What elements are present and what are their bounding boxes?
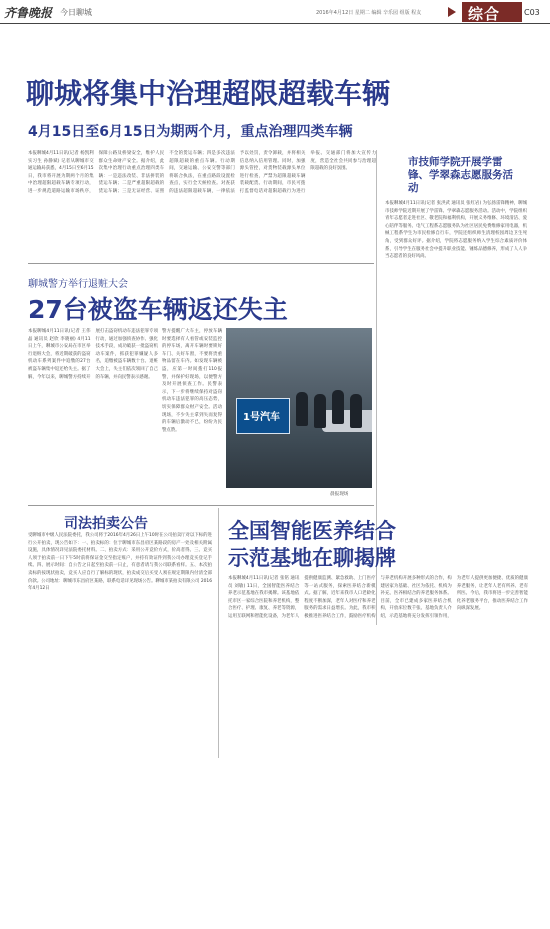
section-name: 综合 (468, 5, 501, 23)
recovery-headline: 27台被盗车辆返还失主 (28, 295, 288, 324)
health-headline-line1: 全国智能医养结合 (228, 519, 396, 543)
recovery-kicker: 聊城警方举行退赃大会 (28, 279, 128, 290)
column-divider (218, 508, 219, 758)
lead-body: 本报聊城4月11日讯(记者 杨凯利 实习生 孙静斌) 记者从聊城市交通运输局获悉，4月15日至6月15日，我市将开展为期两个月的集中治理超限超载车辆专项行动，进一步规范道路运输市场秩序，保障公路及桥梁安全，维护人民群众生命财产安全。据介绍，此次集中治理行动重点治理四类车辆：一是违法改装、非法拼装的货运车辆；二是严重超限超载的货运车辆；三是无证经营、证照不全的货运车辆；四是多次违法超限超载的重点车辆。行动期间，交通运输、公安交警等部门将联合执法，在重点路段设置检查点，实行全天候检查。对查获的违法超限超载车辆，一律依法予以处罚，责令卸载，并将相关信息纳入信用管理。同时，加强源头管控，对货物装载源头单位进行检查，严禁为超限超载车辆装载配货。行动期间，市民可拨打监督电话对超限超载行为进行举报。交通部门将加大宣传力度，营造全社会共同参与治理超限超载的良好氛围。 (28, 151, 376, 194)
photo-person (314, 394, 326, 428)
photo-banner: 1号汽车 (236, 398, 290, 434)
page-label: 今日聊城 (60, 8, 92, 17)
lead-subhead: 4月15日至6月15日为期两个月，重点治理四类车辆 (28, 124, 353, 140)
college-headline: 市技师学院开展学雷锋、学翠森志愿服务活动 (408, 156, 513, 194)
lead-headline: 聊城将集中治理超限超载车辆 (26, 77, 391, 110)
page-code: C03 (524, 8, 540, 17)
photo-caption: 晨报现场 (330, 492, 349, 497)
page-header (0, 0, 550, 24)
photo-person (332, 390, 344, 424)
recovery-body-right: 警方提醒广大车主，停放车辆时要选择有人看管或安装监控的停车场，离开车辆时要锁好车门、关好车窗，不要将贵重物品留在车内。如发现车辆被盗，应第一时间拨打110报警，并保护好现场，以便警方及时开展侦查工作。民警表示，下一步将继续保持对盗窃机动车违法犯罪的高压态势，切实保障群众财产安全。活动现场，不少失主拿到失而复得的车辆后激动不已，纷纷为民警点赞。 (162, 329, 222, 433)
header-divider (0, 23, 550, 24)
section-divider (28, 263, 374, 264)
notice-body: 受聊城市中级人民法院委托，我公司将于2016年4月26日上午10时在公司拍卖厅对以下标的进行公开拍卖，现公告如下：一、拍卖标的：位于聊城市东昌府区某路段的房产一处及相关附属设施，具体情况详见法院委托材料。二、拍卖方式：采用公开竞价方式，价高者得。三、竞买人须于拍卖前一日下午5时前将保证金交至指定账户，并持有效证件到我公司办理竞买登记手续。四、展示时间：自公告之日起至拍卖前一日止，有意者请与我公司联系看样。五、本次拍卖标的按现状拍卖，竞买人应自行了解标的现状，拍卖成交后买受人须在规定期限内付清全部价款。公司地址：聊城市东昌府区某路，联系电话详见现场公告。聊城市某拍卖有限公司 2016年4月12日 (28, 533, 212, 592)
health-headline-line2: 示范基地在聊揭牌 (228, 546, 396, 570)
section-arrow-icon (448, 7, 456, 17)
photo-person (296, 392, 308, 426)
recovery-photo (226, 328, 372, 488)
notice-headline: 司法拍卖公告 (64, 516, 148, 532)
newspaper-name: 齐鲁晚报 (4, 6, 53, 20)
health-body: 本报聊城4月11日讯(记者 张铭 通讯员 刘敏) 11日，全国智能医养结合养老示范基地在我市揭牌。该基地依托市区一家综合医院和养老机构，整合医疗、护理、康复、养老等资源，运用互联网和智能化设备，为老年人提供健康监测、紧急救助、上门医疗等一站式服务，探索医养结合新模式。据了解，近年来我市人口老龄化程度不断加深，老年人对医疗和养老服务的需求日益增长。为此，我市积极推进医养结合工作，鼓励医疗机构与养老机构开展多种形式的合作，构建居家为基础、社区为依托、机构为补充、医养相结合的养老服务体系。目前，全市已建成多家医养结合机构，开放床位数千张。基地负责人介绍，示范基地将充分发挥引领作用，为老年人提供更加便捷、优质的健康养老服务，让老年人老有所养、老有所医。今后，我市将进一步完善智能化养老服务平台，推动医养结合工作向纵深发展。 (228, 576, 528, 619)
section-divider (28, 505, 374, 506)
photo-car (322, 410, 372, 432)
recovery-body-left: 本报聊城4月11日讯(记者 王伟晶 通讯员 赵欣 李晓丽) 4月11日上午，聊城市公安局在市区举行退赃大会，将近期破获的盗窃机动车系列案件中追缴的27台被盗车辆集中返还给失主。据了解，今年以来，聊城警方持续开展打击盗窃机动车违法犯罪专项行动，通过加强侦查协作、强化技术手段，成功破获一批盗窃机动车案件，抓获犯罪嫌疑人多名，追缴被盗车辆数十台。退赃大会上，失主们依次领回了自己的车辆，并向民警表示感谢。 (28, 329, 158, 380)
photo-person (350, 394, 362, 428)
college-body: 本报聊城4月11日讯(记者 张洪武 通讯员 张红岩) 为弘扬雷锋精神，聊城市技师学院近期开展了学雷锋、学翠森志愿服务活动。活动中，学院组织青年志愿者走进社区、敬老院和福利机构，开展义务维修、环境清洁、爱心陪伴等服务。电气工程系志愿服务队为社区居民免费维修家用电器，机械工程系学生为市民检修自行车，学院还组织师生清理校园周边卫生死角，受到群众好评。据介绍，学院将志愿服务纳入学生综合素质评价体系，引导学生在服务社会中提升职业技能、锤炼品德修养，形成了人人争当志愿者的良好风尚。 (385, 201, 527, 260)
dateline: 2016年4月12日 星期二 编辑 辛乐园 组版 程友 (316, 10, 422, 16)
